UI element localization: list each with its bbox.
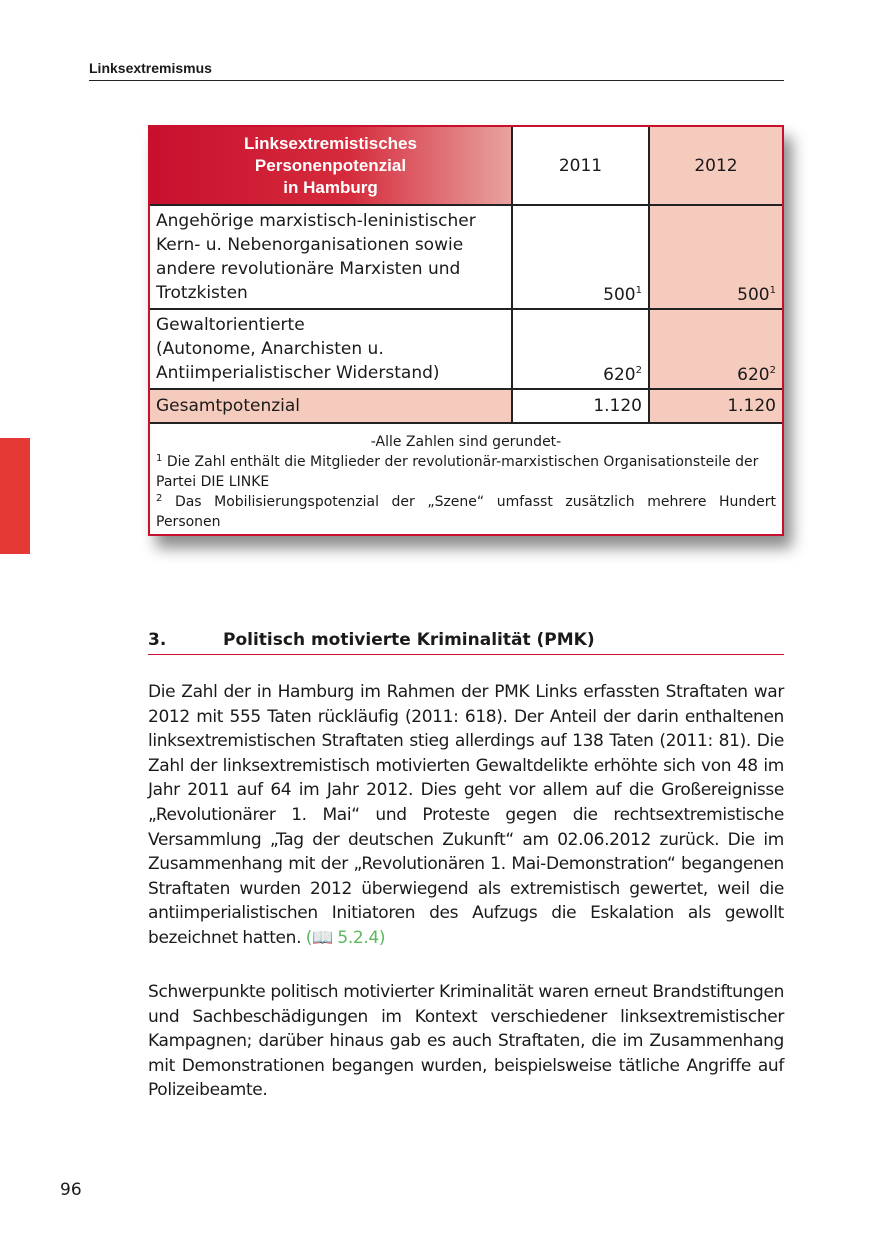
- total-label: Gesamtpotenzial: [150, 389, 512, 423]
- row-label-line: Antiimperialistischer Widerstand): [156, 363, 440, 383]
- value-2012: [649, 309, 782, 389]
- paragraph-text: Die Zahl der in Hamburg im Rahmen der PMK Links erfassten Straftaten war 2012 mit 555 Taten rückläufig (2011: 618). Der Anteil der darin enthaltenen linksextremistischen Straftaten stieg allerdings auf 138 Taten (2011: 81). Die Zahl der linksextremistisch motivierten Gewaltdelikte erhöhte sich von 48 im Jahr 2011 auf 64 im Jahr 2012. Dies geht vor allem auf die Großereignisse „Revolutionärer 1. Mai“ und Proteste gegen die rechtsextremistische Versammlung „Tag der deutschen Zukunft“ am 02.06.2012 zurück. Die im Zusammenhang mit der „Revolutionären 1. Mai-Demonstration“ begangenen Straftaten wurden 2012 überwiegend als extremistisch gewertet, weil die antiimperialistischen Initiatoren des Aufzugs die Eskalation als gewollt bezeichnet hatten.: [148, 682, 784, 948]
- footnote-marker: 1: [769, 285, 776, 296]
- cross-reference-link[interactable]: (📖 5.2.4): [305, 927, 386, 948]
- value: 620: [737, 365, 770, 385]
- table-notes: [150, 423, 782, 536]
- row-label: [150, 205, 512, 309]
- header-year-2011: 2011: [512, 127, 649, 205]
- footnote-text: Das Mobilisierungspotenzial der „Szene“ umfasst zusätzlich mehrere Hundert Personen: [156, 494, 777, 530]
- section-number: 3.: [148, 630, 167, 650]
- data-table: [150, 127, 782, 536]
- header-label-line: Personenpotenzial: [254, 155, 407, 175]
- table-header-row: [150, 127, 782, 205]
- section-heading: [148, 630, 784, 655]
- row-label-line: (Autonome, Anarchisten u.: [156, 339, 384, 359]
- paragraph-1: [148, 680, 784, 951]
- table-notes-row: [150, 423, 782, 536]
- section-title: Politisch motivierte Kriminalität (PMK): [223, 630, 595, 650]
- footnote-marker: 2: [769, 365, 776, 376]
- table-row: [150, 309, 782, 389]
- value: 620: [603, 365, 636, 385]
- table-row: [150, 205, 782, 309]
- footnote-1: [156, 452, 776, 492]
- row-label-line: Kern- u. Nebenorganisationen sowie: [156, 235, 464, 255]
- footnote-marker: 1: [635, 285, 642, 296]
- total-2011: 1.120: [512, 389, 649, 423]
- table-header-label: [150, 127, 512, 205]
- person-potential-table: [148, 125, 784, 536]
- value: 500: [737, 285, 770, 305]
- header-label-line: Linksextremistisches: [244, 133, 417, 153]
- paragraph-2: Schwerpunkte politisch motivierter Kriminalität waren erneut Brandstiftungen und Sachbeschädigungen im Kontext verschiedener linksextremistischer Kampagnen; darüber hinaus gab es auch Straftaten, die im Zusammenhang mit Demonstrationen begangen wurden, beispielsweise tätliche Angriffe auf Polizeibeamte.: [148, 982, 784, 1101]
- row-label-line: Angehörige marxistisch-leninistischer: [156, 211, 476, 231]
- footnote-text: Die Zahl enthält die Mitglieder der revolutionär-marxistischen Organisationsteile der Partei DIE LINKE: [156, 454, 759, 490]
- value-2011: [512, 309, 649, 389]
- value-2012: [649, 205, 782, 309]
- header-year-2012: 2012: [649, 127, 782, 205]
- chapter-side-tab: [0, 438, 30, 554]
- footnote-marker: 2: [635, 365, 642, 376]
- rounding-note: -Alle Zahlen sind gerundet-: [370, 434, 562, 450]
- page-number: 96: [60, 1180, 82, 1200]
- row-label-line: Trotzkisten: [156, 283, 248, 303]
- row-label: [150, 309, 512, 389]
- footnote-2: [156, 492, 776, 532]
- row-label-line: andere revolutionäre Marxisten und: [156, 259, 461, 279]
- row-label-line: Gewaltorientierte: [156, 315, 305, 335]
- footnote-number: 2: [156, 493, 163, 504]
- value: 500: [603, 285, 636, 305]
- header-label-line: in Hamburg: [283, 177, 378, 197]
- table-total-row: [150, 389, 782, 423]
- total-2012: 1.120: [649, 389, 782, 423]
- running-head: Linksextremismus: [89, 60, 784, 81]
- value-2011: [512, 205, 649, 309]
- footnote-number: 1: [156, 453, 163, 464]
